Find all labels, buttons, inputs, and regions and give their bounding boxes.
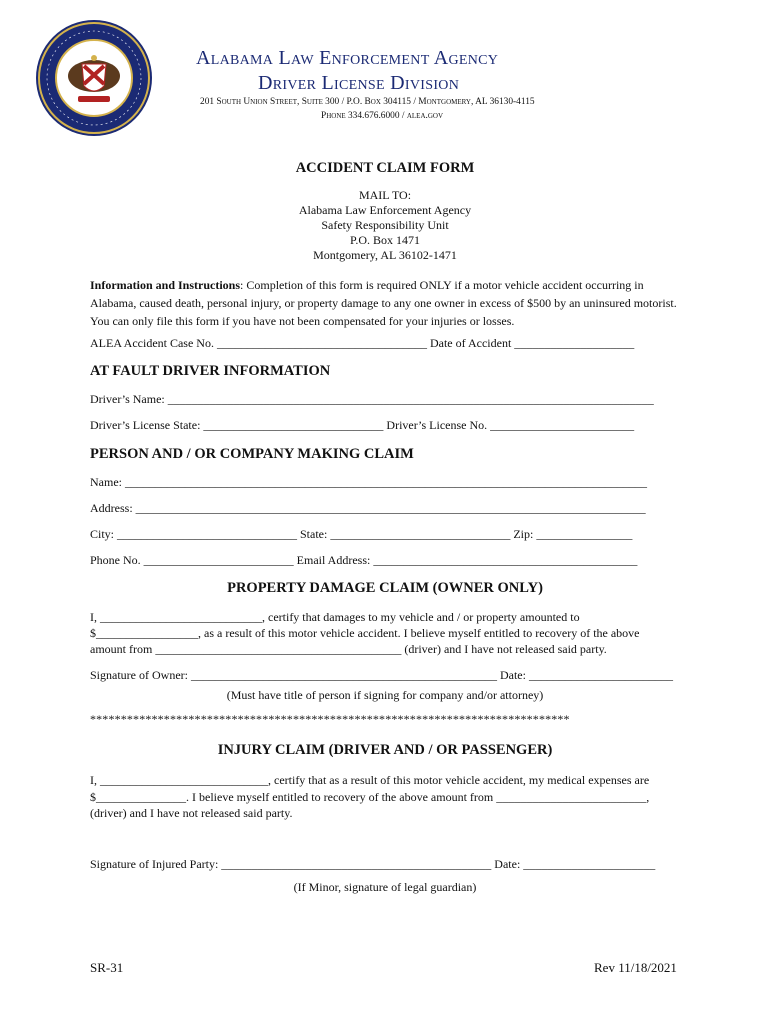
owner-signature-field[interactable]: Signature of Owner: ___________________________________________________ Date: ________________________ [90, 668, 673, 682]
form-number: SR-31 [90, 960, 124, 975]
agency-phone: Phone 334.676.6000 / alea.gov [321, 111, 444, 121]
division-name: Driver License Division [258, 72, 460, 94]
injury-note: (If Minor, signature of legal guardian) [293, 880, 477, 894]
mail-to-city: Montgomery, AL 36102-1471 [313, 248, 457, 262]
mail-to-label: MAIL TO: [358, 188, 412, 202]
injured-signature-field[interactable]: Signature of Injured Party: _____________________________________________ Date: ______________________ [90, 857, 656, 871]
injury-line-2[interactable]: $_______________. I believe myself entitled to recovery of the above amount from _________________________, [90, 790, 650, 804]
injury-line-3: (driver) and I have not released said party. [90, 806, 293, 820]
injury-heading: INJURY CLAIM (DRIVER AND / OR PASSENGER) [217, 742, 553, 758]
divider: ****************************************************************************** [90, 712, 570, 726]
claimant-address-field[interactable]: Address: _____________________________________________________________________________________ [90, 501, 646, 515]
drivers-license-field[interactable]: Driver’s License State: ______________________________ Driver’s License No. ________________________ [90, 418, 635, 432]
agency-address: 201 South Union Street, Suite 300 / P.O. Box 304115 / Montgomery, AL 36130-4115 [200, 97, 535, 107]
agency-name: Alabama Law Enforcement Agency [196, 47, 499, 69]
claimant-city-field[interactable]: City: ______________________________ State: ______________________________ Zip: ________________ [90, 527, 633, 541]
drivers-name-field[interactable]: Driver’s Name: _________________________________________________________________________________ [90, 392, 654, 406]
form-title: ACCIDENT CLAIM FORM [295, 160, 475, 176]
alabama-state-seal [34, 18, 154, 138]
form-revision: Rev 11/18/2021 [594, 960, 677, 975]
instructions-label: Information and Instructions [90, 278, 241, 292]
mail-to-pobox: P.O. Box 1471 [349, 233, 420, 247]
property-line-2[interactable]: $_________________, as a result of this motor vehicle accident. I believe myself entitled to recovery of the above [90, 626, 640, 640]
property-note: (Must have title of person if signing for company and/or attorney) [226, 688, 544, 702]
property-heading: PROPERTY DAMAGE CLAIM (OWNER ONLY) [227, 580, 543, 596]
claimant-heading: PERSON AND / OR COMPANY MAKING CLAIM [90, 446, 414, 462]
claimant-name-field[interactable]: Name: _______________________________________________________________________________________ [90, 475, 647, 489]
mail-to-agency: Alabama Law Enforcement Agency [298, 203, 472, 217]
injury-line-1[interactable]: I, ____________________________, certify that as a result of this motor vehicle accident, my medical expenses are [90, 773, 650, 787]
property-line-3[interactable]: amount from _________________________________________ (driver) and I have not released said party. [90, 642, 607, 656]
property-line-1[interactable]: I, ___________________________, certify that damages to my vehicle and / or property amounted to [90, 610, 580, 624]
instructions-text: : Completion of this form is required ONLY if a motor vehicle accident occurring in Alabama, caused death, personal injury, or property damage to any one owner in excess of $500 by an uninsured motorist. You can only file this form if you have not been compensated for your injuries or losses. [90, 278, 677, 328]
case-number-field[interactable]: ALEA Accident Case No. ___________________________________ Date of Accident ____________________ [90, 336, 635, 350]
claimant-phone-field[interactable]: Phone No. _________________________ Email Address: ____________________________________________ [90, 553, 638, 567]
instructions [90, 276, 680, 330]
at-fault-heading: AT FAULT DRIVER INFORMATION [90, 363, 331, 379]
mail-to-unit: Safety Responsibility Unit [321, 218, 449, 232]
